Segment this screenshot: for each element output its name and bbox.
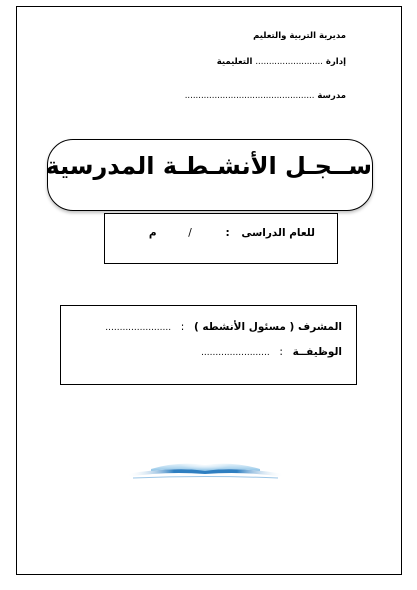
- job-blank: ........................: [201, 348, 270, 358]
- directorate-text: مديرية التربية والتعليم: [253, 31, 346, 41]
- supervisor-role: ( مسئول الأنشطه ): [193, 321, 295, 333]
- directorate-line: [253, 31, 346, 41]
- academic-year-suffix: م: [148, 227, 157, 239]
- open-book-icon: [123, 455, 288, 481]
- administration-line: [217, 57, 346, 67]
- supervisor-blank: .......................: [105, 323, 172, 333]
- school-label: مدرسة: [317, 91, 346, 101]
- supervisor-box: [60, 305, 357, 385]
- academic-year-label: للعام الدراسى: [241, 227, 315, 239]
- supervisor-row: [105, 321, 342, 333]
- school-line: [185, 91, 346, 101]
- administration-label: إدارة: [325, 57, 346, 67]
- page-title: ســجـل الأنشـطـة المدرسية: [45, 152, 372, 180]
- job-row: [201, 346, 342, 358]
- school-blank: ................................................: [184, 91, 315, 101]
- title-banner: [47, 139, 373, 211]
- job-label: الوظيفــة: [292, 346, 342, 358]
- supervisor-colon: :: [180, 321, 185, 333]
- academic-year-row: [105, 227, 315, 239]
- job-colon: :: [279, 346, 283, 358]
- administration-blank: .........................: [255, 57, 323, 67]
- supervisor-label: المشرف: [298, 321, 342, 333]
- academic-year-slash: /: [188, 227, 192, 239]
- academic-year-box: [104, 213, 338, 264]
- administration-suffix: التعليمية: [216, 57, 253, 67]
- academic-year-colon: :: [225, 227, 230, 239]
